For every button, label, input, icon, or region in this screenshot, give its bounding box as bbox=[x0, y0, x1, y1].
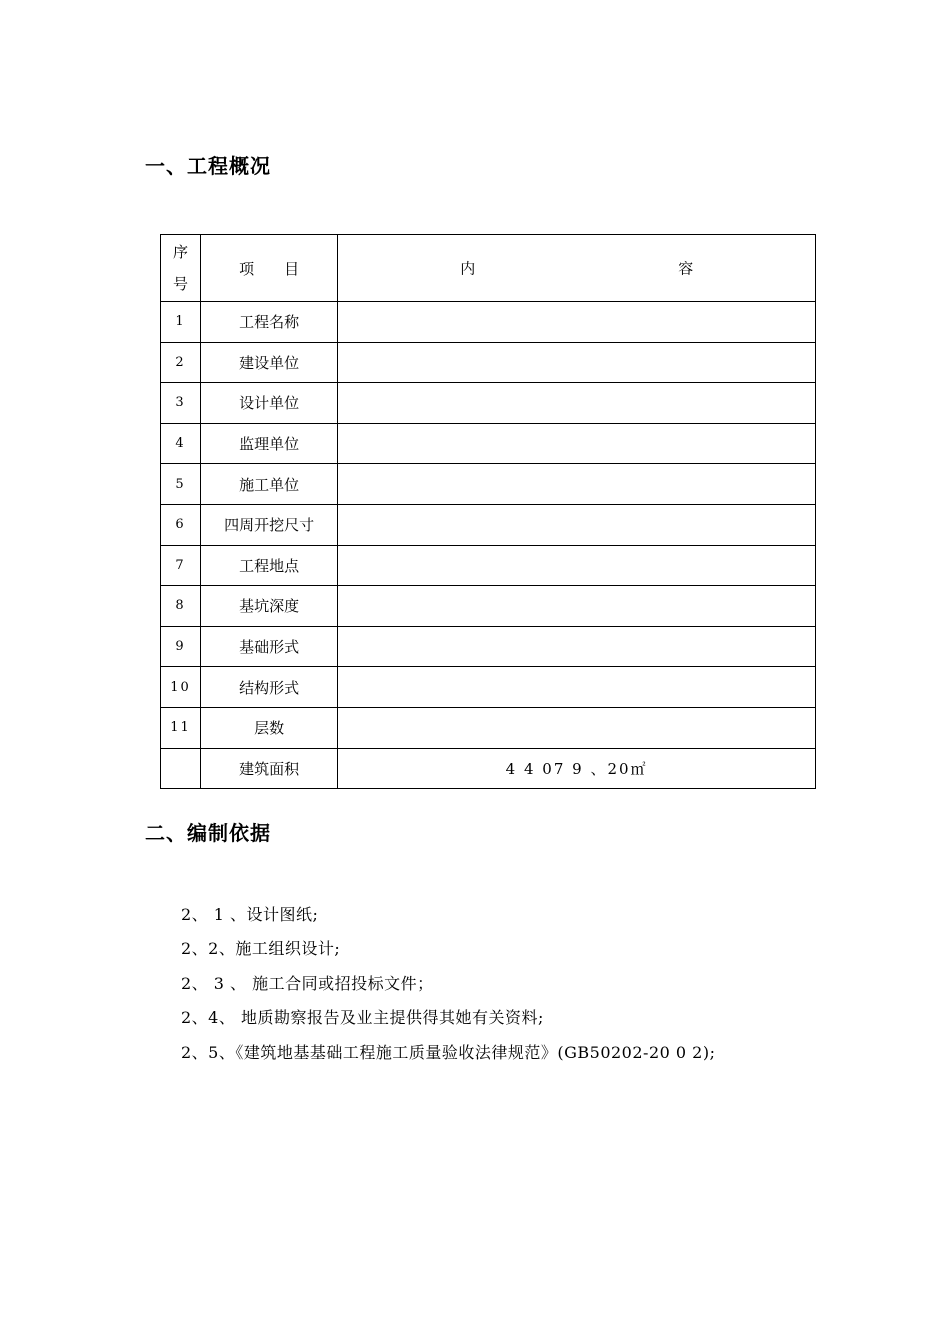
row-item: 层数 bbox=[201, 707, 338, 748]
table-row bbox=[161, 423, 816, 464]
list-item: 2、 1 、设计图纸; bbox=[181, 905, 319, 924]
row-value bbox=[338, 707, 816, 748]
table-row bbox=[161, 342, 816, 383]
row-value bbox=[338, 342, 816, 383]
row-number: 5 bbox=[161, 464, 201, 505]
list-item: 2、2、施工组织设计; bbox=[181, 939, 341, 959]
row-value bbox=[338, 302, 816, 343]
row-value bbox=[338, 504, 816, 545]
table-row bbox=[161, 302, 816, 343]
row-number: 11 bbox=[161, 707, 201, 748]
row-number: 4 bbox=[161, 423, 201, 464]
row-item: 四周开挖尺寸 bbox=[201, 504, 338, 545]
table-row bbox=[161, 383, 816, 424]
list-item: 2、4、 地质勘察报告及业主提供得其她有关资料; bbox=[181, 1008, 544, 1028]
row-number: 2 bbox=[161, 342, 201, 383]
header-seq: 序 号 bbox=[161, 235, 201, 302]
table-row bbox=[161, 748, 816, 789]
table-row bbox=[161, 626, 816, 667]
table-row bbox=[161, 707, 816, 748]
table-row bbox=[161, 504, 816, 545]
row-item: 工程地点 bbox=[201, 545, 338, 586]
table-row bbox=[161, 545, 816, 586]
table-row bbox=[161, 586, 816, 627]
row-item: 设计单位 bbox=[201, 383, 338, 424]
row-item: 建设单位 bbox=[201, 342, 338, 383]
row-value bbox=[338, 667, 816, 708]
table-row bbox=[161, 464, 816, 505]
row-item: 建筑面积 bbox=[201, 748, 338, 789]
row-number: 8 bbox=[161, 586, 201, 627]
row-value bbox=[338, 464, 816, 505]
row-number: 6 bbox=[161, 504, 201, 545]
row-value bbox=[338, 586, 816, 627]
section-title-overview: 一、工程概况 bbox=[145, 154, 271, 178]
row-value bbox=[338, 545, 816, 586]
header-content: 内 容 bbox=[338, 235, 816, 302]
list-item: 2、 3 、 施工合同或招投标文件； bbox=[181, 973, 434, 993]
row-item: 基础形式 bbox=[201, 626, 338, 667]
row-item: 工程名称 bbox=[201, 302, 338, 343]
basis-list bbox=[145, 898, 815, 1070]
row-value: 4 4 07 9 、20㎡ bbox=[338, 748, 816, 789]
row-value bbox=[338, 383, 816, 424]
row-number: 10 bbox=[161, 667, 201, 708]
row-number: 3 bbox=[161, 383, 201, 424]
row-item: 基坑深度 bbox=[201, 586, 338, 627]
row-number: 9 bbox=[161, 626, 201, 667]
list-item: 2、5、《建筑地基基础工程施工质量验收法律规范》(GB50202-20 0 2); bbox=[181, 1042, 716, 1062]
overview-table bbox=[160, 234, 816, 789]
row-item: 监理单位 bbox=[201, 423, 338, 464]
header-item: 项 目 bbox=[201, 235, 338, 302]
row-number: 1 bbox=[161, 302, 201, 343]
row-value bbox=[338, 626, 816, 667]
table-header-row bbox=[161, 235, 816, 302]
row-number: 7 bbox=[161, 545, 201, 586]
row-number bbox=[161, 748, 201, 789]
row-item: 施工单位 bbox=[201, 464, 338, 505]
row-value bbox=[338, 423, 816, 464]
row-item: 结构形式 bbox=[201, 667, 338, 708]
table-row bbox=[161, 667, 816, 708]
section-title-basis: 二、编制依据 bbox=[145, 821, 271, 845]
